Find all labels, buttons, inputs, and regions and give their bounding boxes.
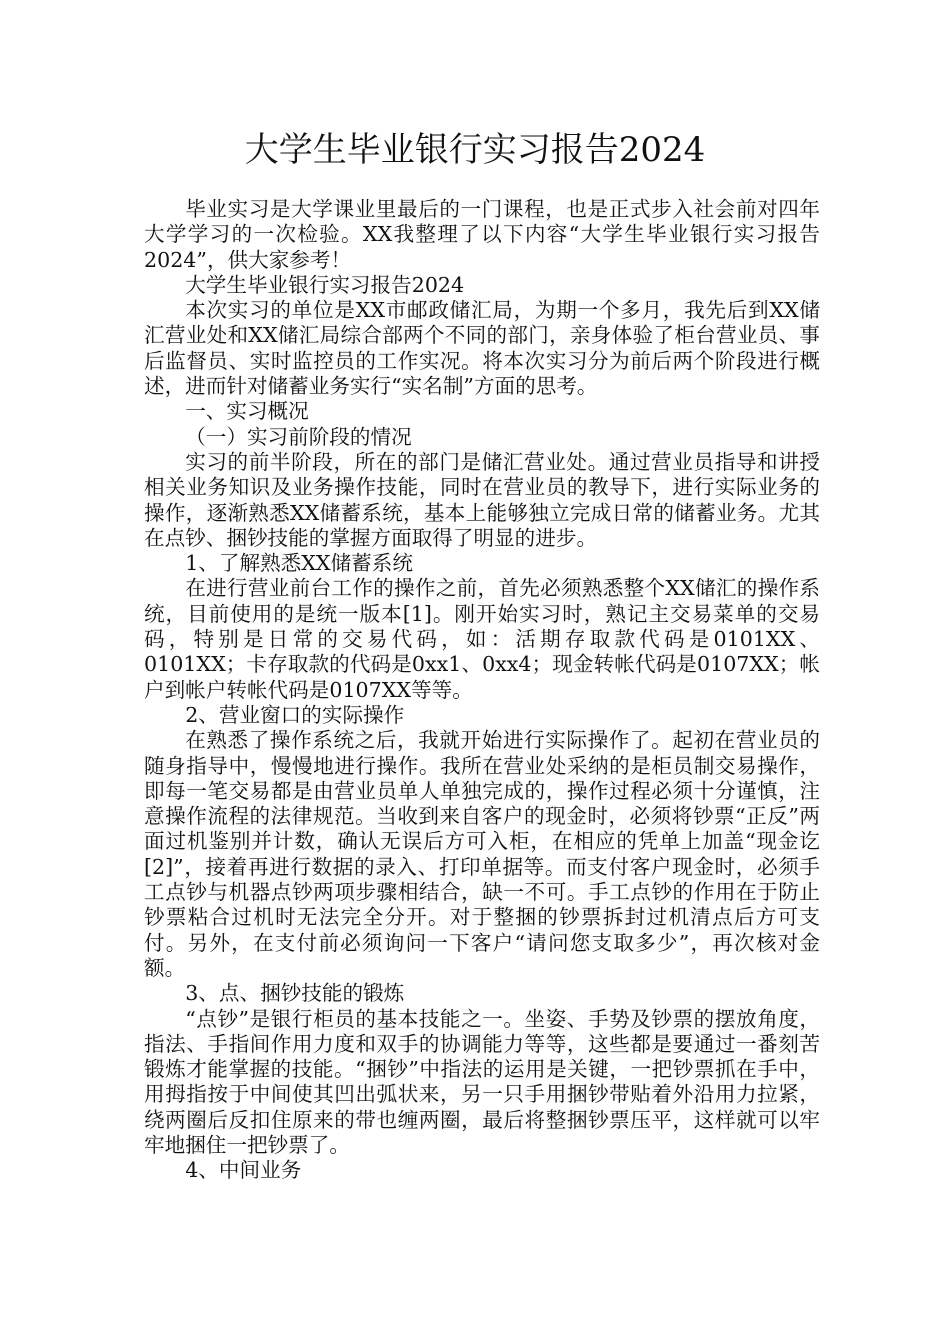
paragraph-system: 在进行营业前台工作的操作之前，首先必须熟悉整个XX储汇的操作系统，目前使用的是统一版本[1]。刚开始实习时，熟记主交易菜单的交易码，特别是日常的交易代码，如：活期存取款代码是0101XX、0101XX；卡存取款的代码是0xx1、0xx4；现金转帐代码是0107XX；帐户到帐户转帐代码是0107XX等等。 <box>144 576 820 702</box>
document-body <box>144 197 820 1184</box>
section-heading: 一、实习概况 <box>185 399 309 424</box>
item-heading: 4、中间业务 <box>185 1158 302 1183</box>
item-heading: 1、了解熟悉XX储蓄系统 <box>185 551 413 576</box>
subsection-heading: （一）实习前阶段的情况 <box>185 424 412 449</box>
item-heading: 3、点、捆钞技能的锻炼 <box>185 981 405 1006</box>
item-heading: 2、营业窗口的实际操作 <box>185 702 405 727</box>
paragraph-intro: 毕业实习是大学课业里最后的一门课程，也是正式步入社会前对四年大学学习的一次检验。XX我整理了以下内容“大学生毕业银行实习报告2024”，供大家参考！ <box>144 197 820 272</box>
paragraph-window-operation: 在熟悉了操作系统之后，我就开始进行实际操作了。起初在营业员的随身指导中，慢慢地进行操作。我所在营业处采纳的是柜员制交易操作，即每一笔交易都是由营业员单人单独完成的，操作过程必须十分谨慎，注意操作流程的法律规范。当收到来自客户的现金时，必须将钞票“正反”两面过机鉴别并计数，确认无误后方可入柜，在相应的凭单上加盖“现金讫[2]”，接着再进行数据的录入、打印单据等。而支付客户现金时，必须手工点钞与机器点钞两项步骤相结合，缺一不可。手工点钞的作用在于防止钞票粘合过机时无法完全分开。对于整捆的钞票拆封过机清点后方可支付。另外，在支付前必须询问一下客户“请问您支取多少”，再次核对金额。 <box>144 728 820 980</box>
paragraph-overview: 本次实习的单位是XX市邮政储汇局，为期一个多月，我先后到XX储汇营业处和XX储汇局综合部两个不同的部门，亲身体验了柜台营业员、事后监督员、实时监控员的工作实况。将本次实习分为前后两个阶段进行概述，进而针对储蓄业务实行“实名制”方面的思考。 <box>144 298 820 399</box>
paragraph-cash-skills: “点钞”是银行柜员的基本技能之一。坐姿、手势及钞票的摆放角度，指法、手指间作用力度和双手的协调能力等等，这些都是要通过一番刻苦锻炼才能掌握的技能。“捆钞”中指法的运用是关键，一把钞票抓在手中，用拇指按于中间使其凹出弧状来，另一只手用捆钞带贴着外沿用力拉紧，绕两圈后反扣住原来的带也缠两圈，最后将整捆钞票压平，这样就可以牢牢地捆住一把钞票了。 <box>144 1006 820 1157</box>
document-title: 大学生毕业银行实习报告2024 <box>244 130 706 170</box>
paragraph-first-stage: 实习的前半阶段，所在的部门是储汇营业处。通过营业员指导和讲授相关业务知识及业务操作技能，同时在营业员的教导下，进行实际业务的操作，逐渐熟悉XX储蓄系统，基本上能够独立完成日常的储蓄业务。尤其在点钞、捆钞技能的掌握方面取得了明显的进步。 <box>144 449 820 550</box>
paragraph-subtitle: 大学生毕业银行实习报告2024 <box>185 272 465 297</box>
